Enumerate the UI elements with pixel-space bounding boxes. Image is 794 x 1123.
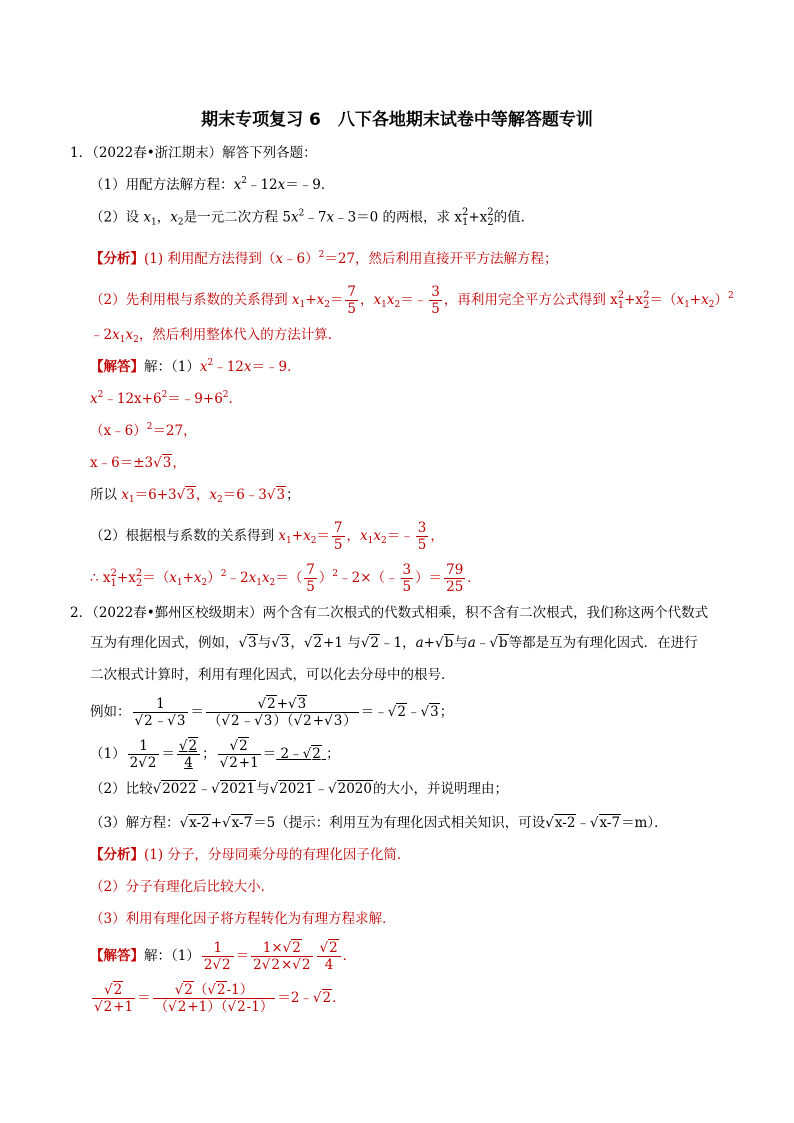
- q1-part1: （1）用配方法解方程：$x^2﹣12x=﹣9$．: [90, 176, 335, 193]
- q1-solution-6: （2）根据根与系数的关系得到 $x_1+x_2=$ $\frac{7}{5}$ ，$x_1x_2=﹣$ $\frac{3}{5}$ ，: [90, 520, 444, 553]
- q2-line-2: 互为有理化因式，例如，√ 3与√ 3，√ 2+1 与√ 2﹣1，a+√ b与a﹣√ b等都是互为有理化因式．在进行: [90, 634, 698, 652]
- q1-part2: （2）设 $x_1$，$x_2$是一元二次方程 $5x^2﹣7x﹣3=0$ 的两根，求 x 2 1 +x 2 2 的值．: [90, 207, 535, 228]
- q1-solution-7: ∴ x 2 1 +x 2 2 $=(x_1+x_2)^2﹣2x_1x_2=$（ $\frac{7}{5}$ ）$^2$﹣2×（﹣ $\frac{3}{5}$ ）＝ $\frac{79}{25}$ ．: [90, 562, 481, 595]
- q1-solution-3: （x﹣6）$^2$＝27，: [90, 422, 197, 439]
- q1-solution-1: 【解答】解：$(1)x^2﹣12x=﹣9$．: [90, 358, 301, 375]
- q2-analysis-3: （3）利用有理化因子将方程转化为有理方程求解．: [90, 911, 396, 927]
- q2-analysis-1: 【分析】(1) 分子，分母同乘分母的有理化因子化简．: [90, 847, 411, 863]
- q1-analysis-2: （2）先利用根与系数的关系得到 $x_1+x_2=$ $\frac{7}{5}$ ，$x_1x_2=﹣$ $\frac{3}{5}$ ，再利用完全平方公式得到 x 2 1 +x 2 2 $=(x_1+x_2)^2$: [90, 284, 734, 317]
- q2-analysis-2: （2）分子有理化后比较大小．: [90, 879, 275, 895]
- q1-solution-2: $x^2﹣12x+6^2=﹣9+6^2$．: [90, 390, 243, 407]
- q1-heading: 1．（2022春•浙江期末）解答下列各题：: [70, 145, 317, 161]
- q2-line-3: 二次根式计算时，利用有理化因式，可以化去分母中的根号．: [90, 667, 455, 683]
- q2-part2: （2）比较√ 2022﹣√ 2021与√ 2021﹣√ 2020的大小，并说明理由；: [90, 780, 508, 798]
- q2-solution-2: √ 2 √ 2+1 ＝ √ $\frac{2(√ 2-1)}{(√ 2+1)(√ 2-1)}$ ＝2﹣√ 2．: [90, 982, 346, 1015]
- q1-analysis-3: $﹣2x_1x_2$，然后利用整体代入的方法计算．: [90, 327, 342, 345]
- q1-solution-4: x﹣6＝±3√ 3，: [90, 454, 186, 472]
- q1-analysis-1: 【分析】(1) 利用配方法得到（x﹣6）$^2$＝27，然后利用直接开平方法解方程；: [90, 250, 558, 267]
- q2-part1: （1） $\frac{1}{2√ 2}$ ＝ √ $\frac{2}{4}$ ； √ 2 √ 2+1 ＝ 2﹣√ 2 ；: [90, 738, 340, 771]
- q2-example: 例如： 1 √ 2﹣√ 3 ＝ √ $\frac{2+√ 3}{(√ 2﹣√ 3)(√ 2+√ 3)}$ ＝﹣√ 2﹣√ 3；: [90, 696, 453, 729]
- page-title: 期末专项复习 6 八下各地期末试卷中等解答题专训: [201, 110, 593, 130]
- q1-solution-5: 所以 $x_1=6+3√$ 3，$x_2=6﹣3√$ 3；: [90, 486, 300, 504]
- q2-heading: 2．（2022春•鄞州区校级期末）两个含有二次根式的代数式相乘，积不含有二次根式，我们称这两个代数式: [70, 605, 709, 621]
- q2-part3: （3）解方程：√ x-2+√ x-7＝5（提示：利用互为有理化因式相关知识，可设√ x-2﹣√ x-7＝m）．: [90, 814, 668, 832]
- q2-solution-1: 【解答】解：（1） $\frac{1}{2√ 2}$ ＝ $\frac{1\times√ 2}{2√ 2\times√ 2}$ √ $\frac{2}{4}$ ．: [90, 940, 356, 973]
